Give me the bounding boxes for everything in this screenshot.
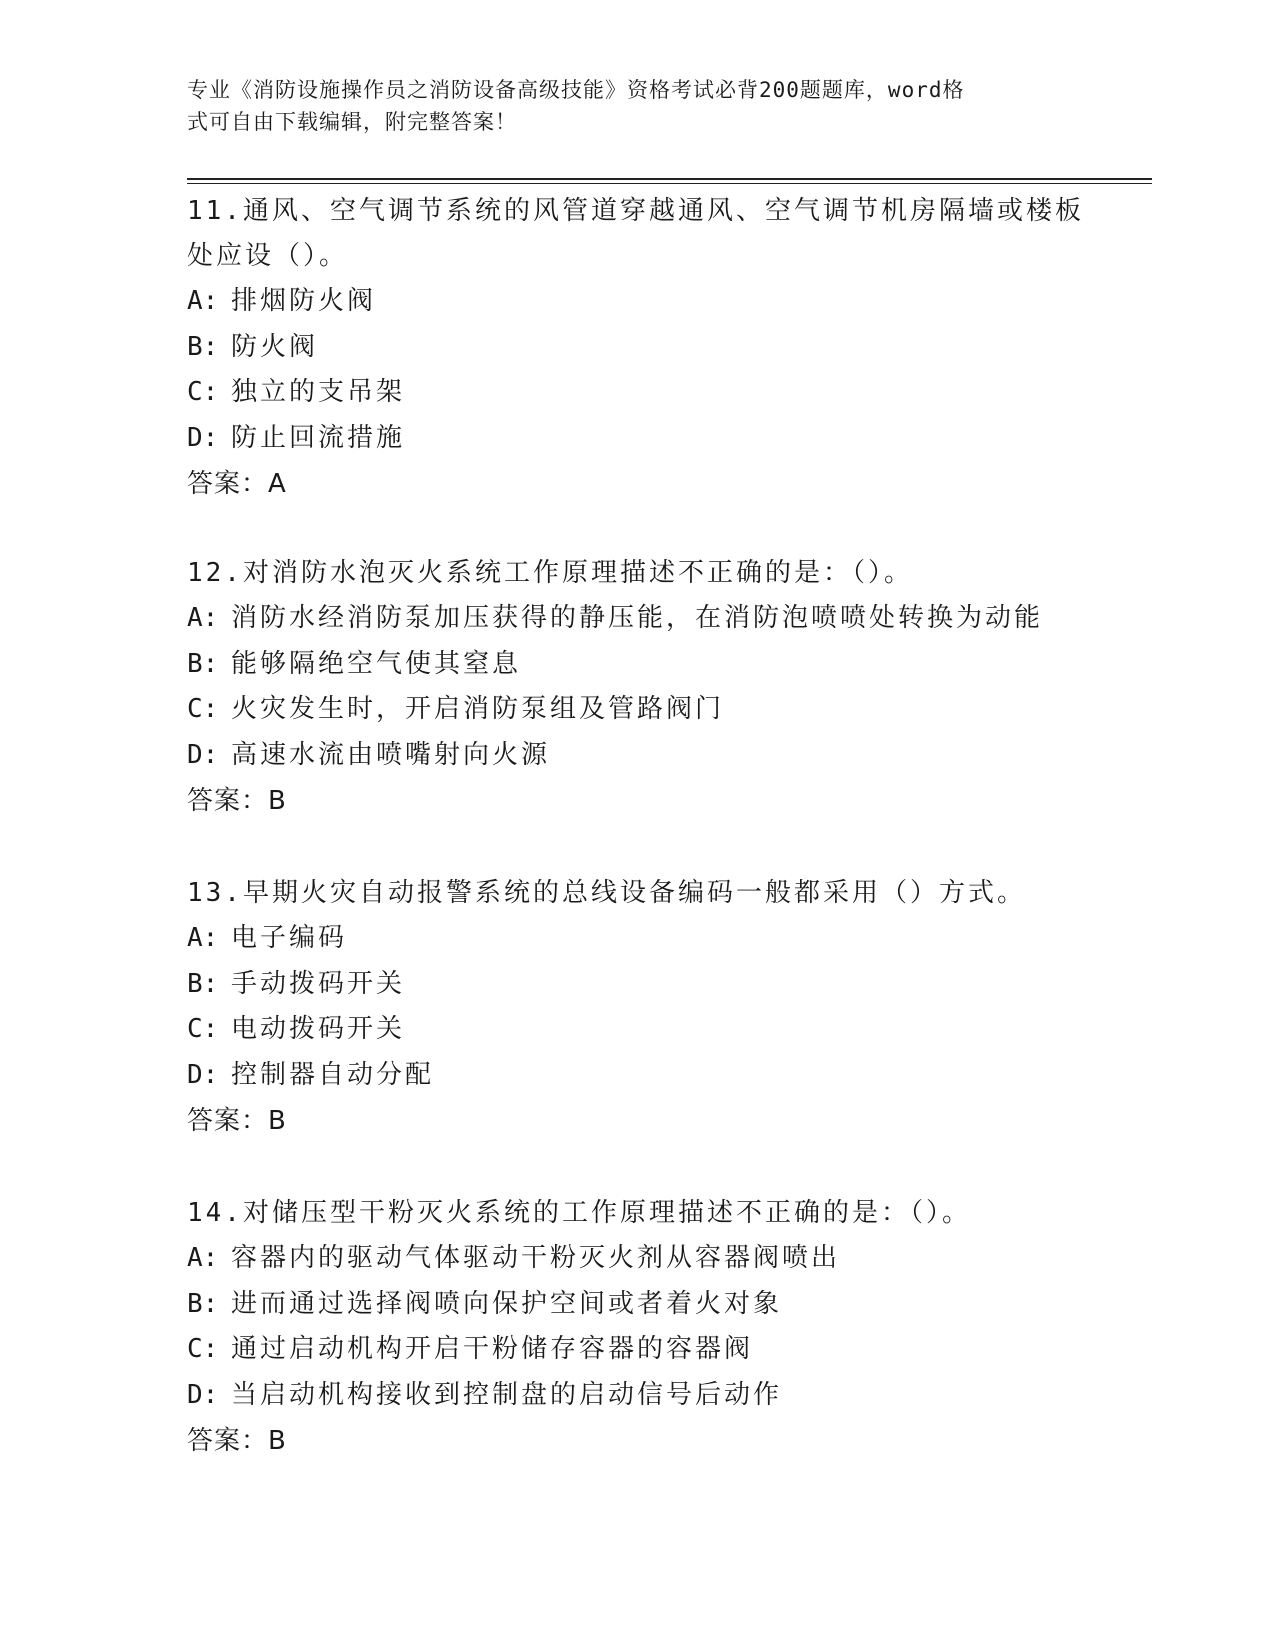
question-stem: 14.对储压型干粉灭火系统的工作原理描述不正确的是：（）。 xyxy=(187,1198,971,1228)
option-text: 容器内的驱动气体驱动干粉灭火剂从容器阀喷出 xyxy=(231,1243,841,1273)
option-letter: D: xyxy=(187,739,219,770)
option-letter: B: xyxy=(187,331,219,362)
option-letter: C: xyxy=(187,1014,219,1044)
answer-line: 答案：B xyxy=(187,786,287,816)
option-b xyxy=(187,962,1087,1008)
answer-line: 答案：A xyxy=(187,469,287,499)
option-letter: B: xyxy=(187,968,219,999)
option-text: 进而通过选择阀喷向保护空间或者着火对象 xyxy=(231,1288,783,1319)
option-d xyxy=(187,733,1087,779)
option-text: 手动拨码开关 xyxy=(231,968,406,999)
option-b xyxy=(187,1282,1087,1328)
option-b xyxy=(187,325,1087,371)
option-letter: C: xyxy=(187,694,219,724)
option-letter: A: xyxy=(187,603,219,633)
option-letter: B: xyxy=(187,1288,219,1319)
option-c xyxy=(187,370,1087,416)
header-divider-thin xyxy=(187,183,1152,184)
option-text: 电动拨码开关 xyxy=(231,1014,406,1044)
option-d xyxy=(187,416,1087,462)
option-a xyxy=(187,1236,1087,1282)
option-letter: A: xyxy=(187,923,219,953)
option-text: 排烟防火阀 xyxy=(231,286,377,316)
question-stem: 12.对消防水泡灭火系统工作原理描述不正确的是：（）。 xyxy=(187,558,913,588)
option-text: 火灾发生时，开启消防泵组及管路阀门 xyxy=(231,694,725,724)
option-text: 独立的支吊架 xyxy=(231,377,406,407)
option-a xyxy=(187,916,1087,962)
option-c xyxy=(187,1007,1087,1053)
question-12 xyxy=(187,551,1087,824)
option-letter: C: xyxy=(187,377,219,407)
option-text: 消防水经消防泵加压获得的静压能，在消防泡喷喷处转换为动能 xyxy=(231,603,1044,633)
option-b xyxy=(187,642,1087,688)
question-stem: 13.早期火灾自动报警系统的总线设备编码一般都采用（）方式。 xyxy=(187,878,1026,908)
document-header xyxy=(187,74,1087,138)
question-stem: 11.通风、空气调节系统的风管道穿越通风、空气调节机房隔墙或楼板 xyxy=(187,196,1084,226)
option-text: 防止回流措施 xyxy=(231,422,406,453)
question-13 xyxy=(187,871,1087,1144)
option-text: 能够隔绝空气使其窒息 xyxy=(231,648,522,679)
answer-line: 答案：B xyxy=(187,1426,287,1456)
header-line-2: 式可自由下载编辑，附完整答案！ xyxy=(187,110,517,134)
option-letter: C: xyxy=(187,1334,219,1364)
option-letter: A: xyxy=(187,286,219,316)
option-a xyxy=(187,279,1087,325)
option-text: 高速水流由喷嘴射向火源 xyxy=(231,739,551,770)
option-letter: A: xyxy=(187,1243,219,1273)
option-letter: D: xyxy=(187,1379,219,1410)
question-14 xyxy=(187,1191,1087,1464)
question-11 xyxy=(187,189,1087,507)
header-line-1: 专业《消防设施操作员之消防设备高级技能》资格考试必背200题题库，word格 xyxy=(187,78,965,102)
header-divider-thick xyxy=(187,178,1152,180)
option-d xyxy=(187,1373,1087,1419)
option-a xyxy=(187,596,1087,642)
option-letter: D: xyxy=(187,422,219,453)
option-text: 通过启动机构开启干粉储存容器的容器阀 xyxy=(231,1334,754,1364)
option-letter: D: xyxy=(187,1059,219,1090)
question-stem-continued: 处应设（）。 xyxy=(187,241,349,271)
option-text: 控制器自动分配 xyxy=(231,1059,435,1090)
option-text: 当启动机构接收到控制盘的启动信号后动作 xyxy=(231,1379,783,1410)
option-c xyxy=(187,1327,1087,1373)
option-text: 防火阀 xyxy=(231,331,319,362)
option-text: 电子编码 xyxy=(231,923,348,953)
option-d xyxy=(187,1053,1087,1099)
option-c xyxy=(187,687,1087,733)
answer-line: 答案：B xyxy=(187,1106,287,1136)
option-letter: B: xyxy=(187,648,219,679)
